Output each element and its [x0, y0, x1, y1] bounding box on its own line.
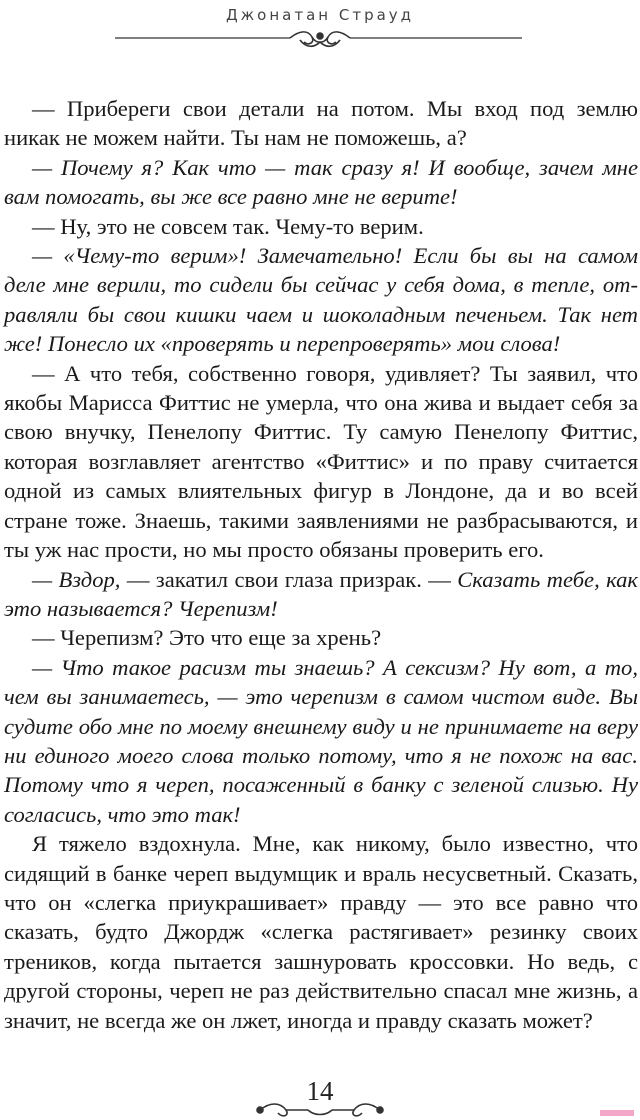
corner-marker-icon	[596, 1104, 636, 1118]
paragraph: Я тяжело вздохнула. Мне, как никому, было известно, что сидящий в банке череп выдумщик и враль несусветный. Сказать, что он «слегка приукрашивает» правду — это все равно что сказать, будто Джордж «слегка растягивает» резинку своих треников, когда пытается зашнуровать кроссовки. Но ведь, с другой стороны, череп не раз действительно спасал мне жизнь, а значит, не всегда же он лжет, иногда и правду сказать может?	[4, 831, 638, 1033]
paragraph-italic: — Что такое расизм ты знаешь? А сексизм? Ну вот, а то, чем вы занимаетесь, — это черепизм в самом чистом виде. Вы судите обо мне по моему внешнему виду и не принимаете на веру ни единого моего слова только потому, что я не похож на вас. Потому что я череп, посаженный в банку с зеленой слизью. Ну согласись, что это так!	[4, 654, 638, 827]
running-title: Джонатан Страуд	[225, 6, 415, 24]
page-header	[0, 0, 640, 60]
speech-italic: Сказать тебе, как это называется? Черепизм!	[4, 566, 638, 621]
flourish-icon	[290, 32, 350, 46]
page-footer	[0, 1076, 640, 1120]
body-text	[4, 94, 638, 1035]
paragraph: — А что тебя, собственно говоря, удивляет? Ты заявил, что якобы Марисса Фиттис не умерла, что она жива и выдает себя за свою внучку, Пенелопу Фиттис. Ту самую Пенелопу Фиттис, которая возглавляет агентство «Фиттис» и по праву считается одной из самых влиятельных фигур в Лондоне, да и во всей стране тоже. Знаешь, такими заявлениями не разбрасываются, и ты уж нас прости, но мы просто обязаны проверить его.	[4, 360, 638, 563]
paragraph-mixed	[4, 565, 638, 624]
paragraph-italic: — Почему я? Как что — так сразу я! И вообще, зачем мне вам помогать, вы же все равно мне не верите!	[4, 154, 638, 210]
paragraph: — Черепизм? Это что еще за хрень?	[32, 625, 382, 651]
paragraph-italic: — «Чему-то верим»! Замечательно! Если бы вы на самом деле мне верили, то сидели бы сейчас у себя дома, в тепле, отравляли бы свои кишки чаем и шоколадным печеньем. Так нет же! Понесло их «проверять и перепроверять» мои слова!	[4, 243, 638, 357]
paragraph: — Ну, это не совсем так. Чему-то верим.	[32, 213, 424, 239]
header-ornament-rule	[0, 28, 640, 52]
paragraph: — Прибереги свои детали на потом. Мы вход под землю никак не можем найти. Ты нам не поможешь, а?	[4, 96, 638, 151]
speech-attribution: — закатил свои глаза призрак. —	[120, 566, 458, 592]
speech-italic: — Вздор,	[32, 566, 121, 592]
footer-ornament-icon	[250, 1098, 390, 1120]
page-number: 14	[306, 1076, 334, 1106]
